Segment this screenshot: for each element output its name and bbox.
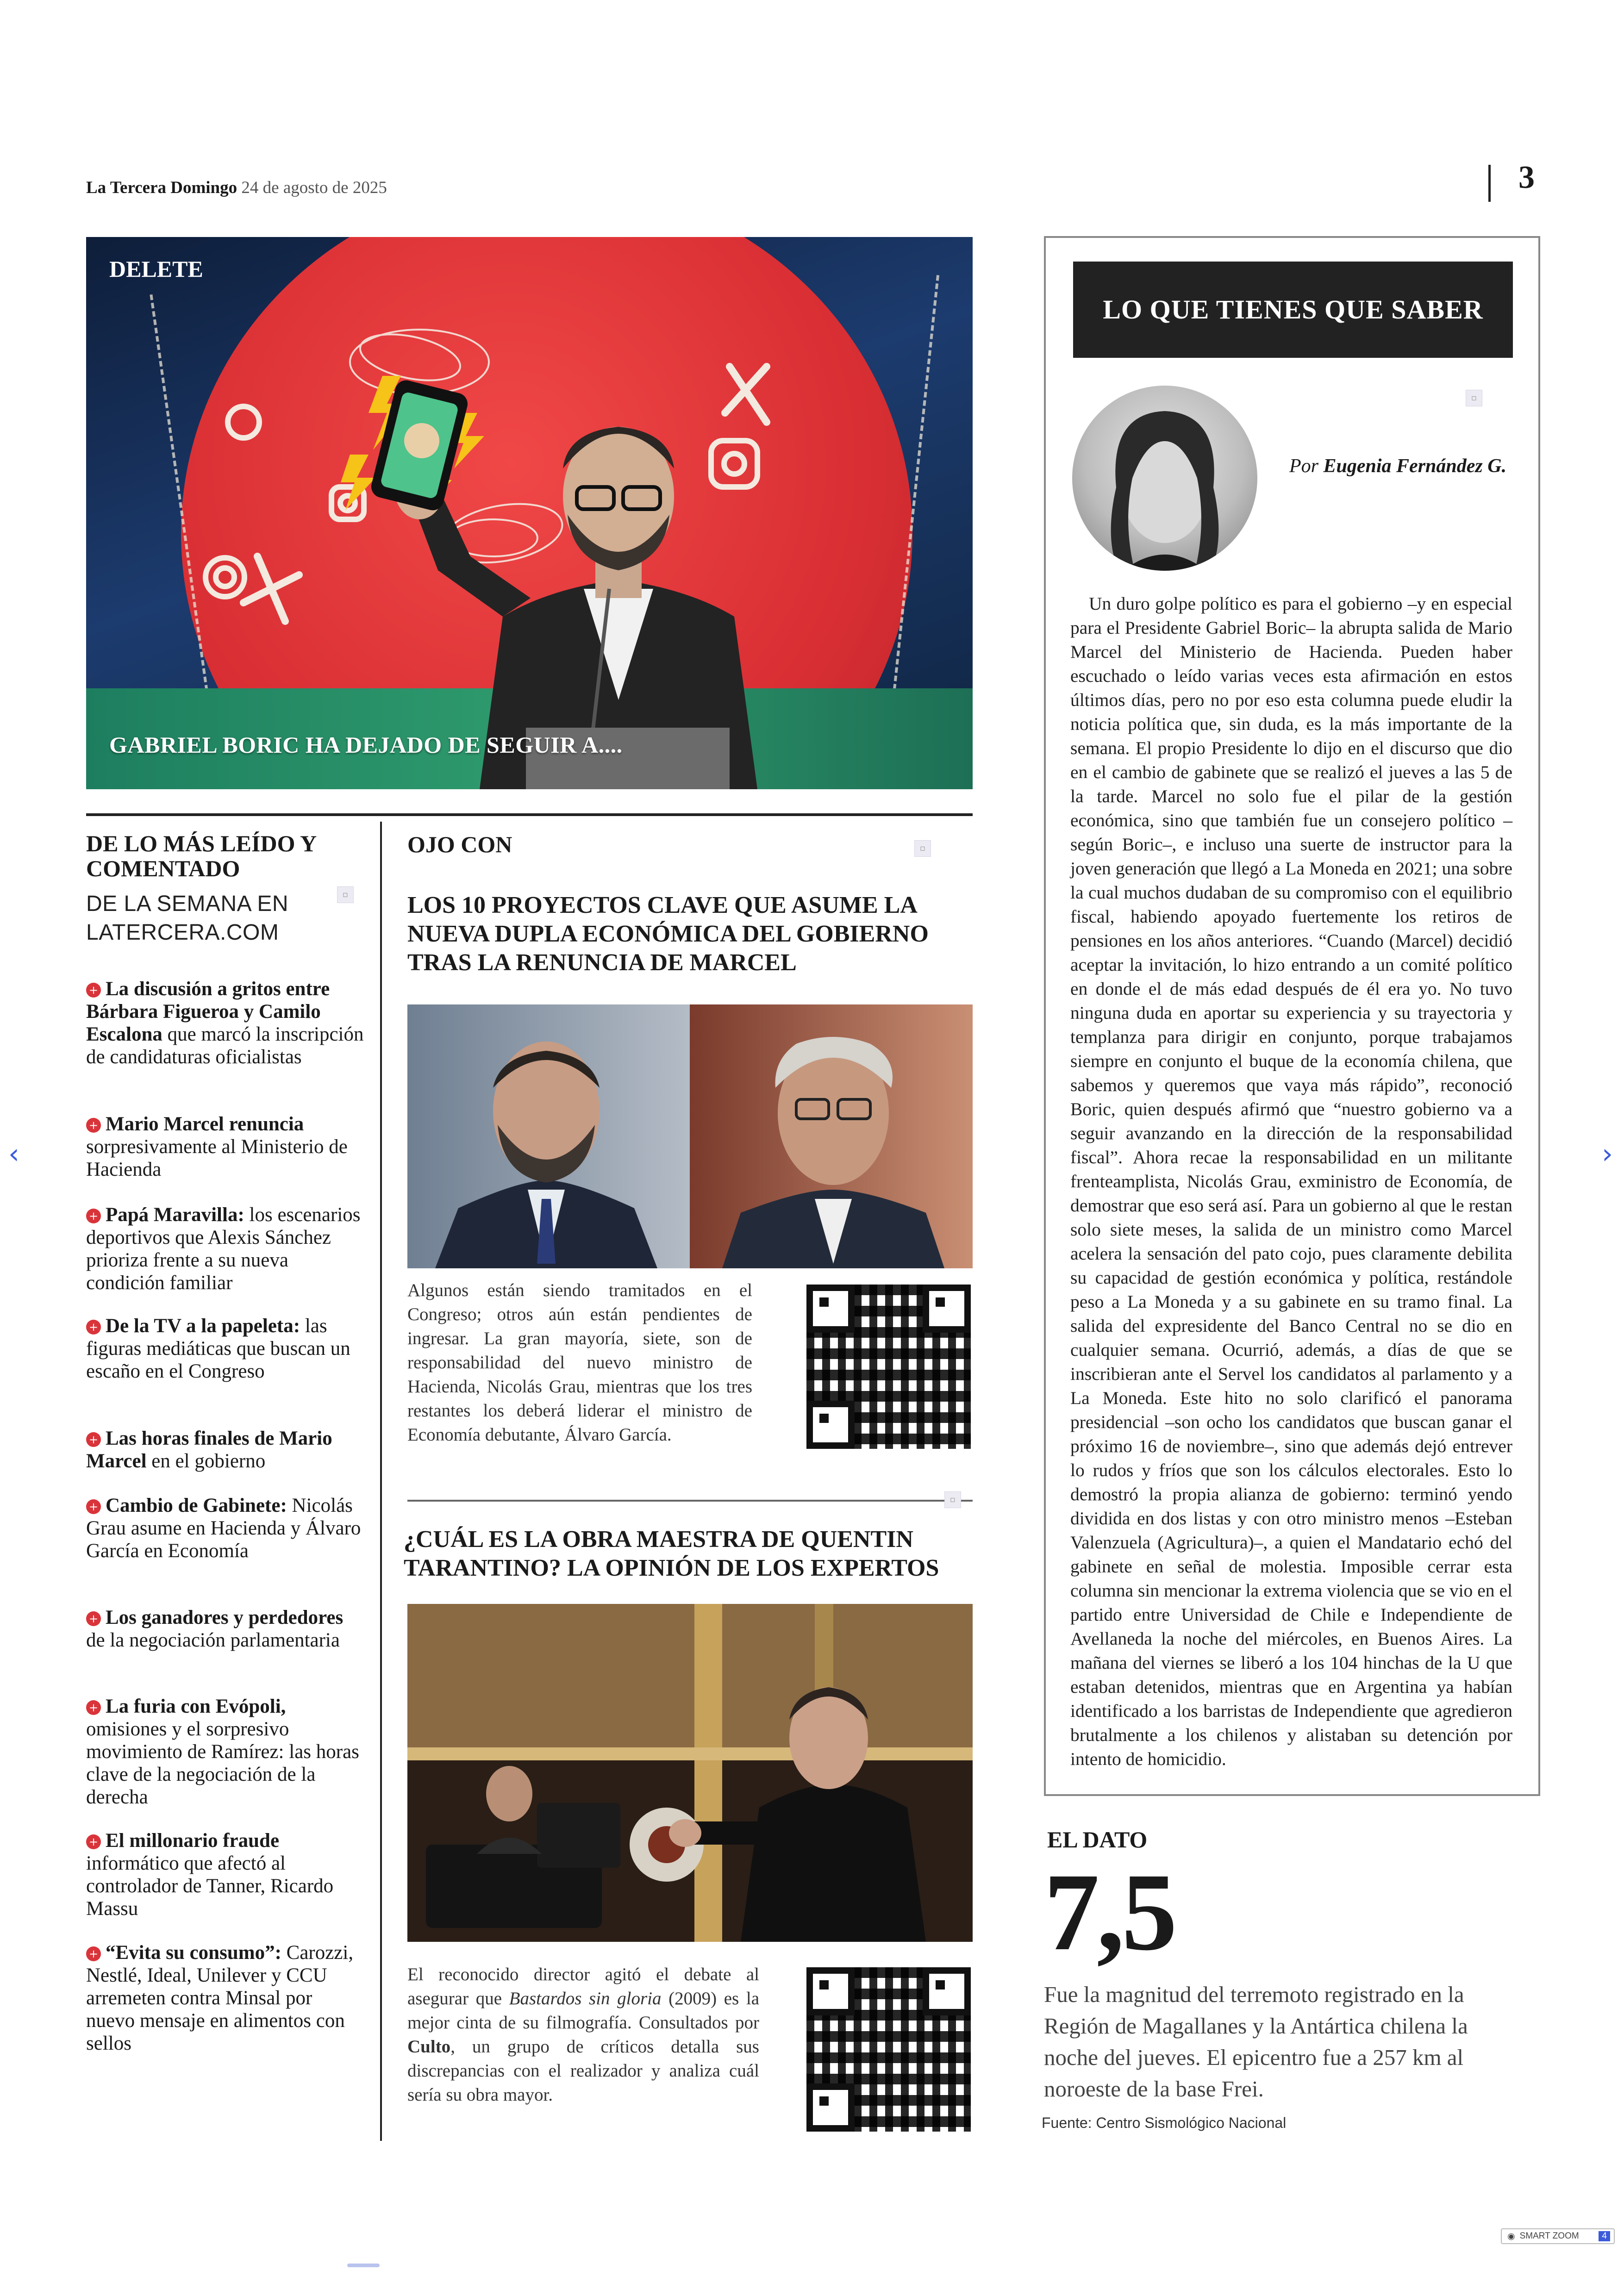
hero-artwork [86, 237, 973, 789]
most-read-subtitle-line: DE LA SEMANA EN [86, 892, 288, 916]
story-headline[interactable]: LOS 10 PROYECTOS CLAVE QUE ASUME LA NUEVA DUPLA ECONÓMICA DEL GOBIERNO TRAS LA RENUNCIA DE MARCEL [407, 892, 929, 976]
item-text: sorpresivamente al Ministerio de Hacienda [86, 1136, 348, 1180]
most-read-item[interactable] [86, 1829, 364, 1920]
page-number: 3 [1518, 160, 1535, 195]
most-read-item[interactable] [86, 1494, 364, 1562]
item-text: informático que afectó al controlador de Tanner, Ricardo Massu [86, 1852, 334, 1920]
column-title: LO QUE TIENES QUE SABER [1073, 262, 1513, 358]
dato-number: 7,5 [1044, 1850, 1174, 1973]
page-marker-icon: ▫ [914, 840, 931, 857]
story-photo-tarantino[interactable] [407, 1604, 973, 1942]
smart-zoom-value: 4 [1599, 2231, 1610, 2241]
smart-zoom-button[interactable] [1501, 2228, 1615, 2244]
item-lead: Las horas finales de Mario Marcel [86, 1428, 332, 1472]
brand-name: Culto [407, 2037, 451, 2057]
newspaper-name: La Tercera Domingo [86, 178, 237, 197]
qr-code-icon[interactable] [806, 1285, 971, 1449]
smart-zoom-label: SMART ZOOM [1519, 2231, 1579, 2241]
item-text: Nicolás Grau asume en Hacienda y Álvaro García en Economía [86, 1495, 361, 1562]
plus-bullet-icon: + [86, 1320, 101, 1335]
item-lead: La furia con Evópoli, [106, 1696, 286, 1717]
column-divider [380, 822, 382, 2141]
most-read-title: DE LO MÁS LEÍDO Y COMENTADO [86, 830, 316, 881]
story-headline[interactable]: ¿CUÁL ES LA OBRA MAESTRA DE QUENTIN TARANTINO? LA OPINIÓN DE LOS EXPERTOS [404, 1526, 939, 1581]
page-marker-icon: ▫ [337, 886, 354, 903]
hero-illustration[interactable] [86, 237, 973, 789]
item-text: de la negociación parlamentaria [86, 1629, 340, 1651]
plus-bullet-icon: + [86, 1611, 101, 1626]
most-read-item[interactable] [86, 978, 364, 1068]
author-name: Eugenia Fernández G. [1323, 455, 1507, 477]
item-lead: El millonario fraude [106, 1830, 280, 1852]
item-text: en el gobierno [146, 1450, 266, 1472]
header-divider [1488, 165, 1491, 202]
plus-bullet-icon: + [86, 1209, 101, 1223]
story-caption [407, 1963, 759, 2107]
most-read-item[interactable] [86, 1606, 364, 1652]
story-caption: Algunos están siendo tramitados en el Congreso; otros aún están pendientes de ingresar. La gran mayoría, siete, son de responsabilidad del nuevo ministro de Hacienda, Nicolás Grau, mientras que los tres restantes los deberá liderar el ministro de Economía debutante, Álvaro García. [407, 1280, 752, 1445]
item-lead: La discusión a gritos entre Bárbara Figueroa y Camilo Escalona [86, 978, 330, 1045]
tarantino-photo [407, 1604, 973, 1942]
item-lead: Cambio de Gabinete: [106, 1495, 287, 1516]
qr-finder [806, 2083, 855, 2132]
item-text: que marcó la inscripción de candidaturas oficialistas [86, 1023, 364, 1068]
item-text: omisiones y el sorpresivo movimiento de Ramírez: las horas clave de la negociación de la derecha [86, 1718, 359, 1808]
most-read-item[interactable] [86, 1427, 364, 1472]
caption-text: El reconocido director agitó el debate al asegurar que [407, 1964, 759, 2008]
story-photo-ministers[interactable] [407, 1004, 973, 1268]
dato-kicker: EL DATO [1047, 1827, 1148, 1852]
author-avatar [1072, 386, 1257, 571]
hero-kicker: DELETE [109, 256, 203, 282]
column-body [1070, 592, 1512, 1771]
item-lead: Los ganadores y perdedores [106, 1607, 344, 1628]
page-marker-icon: ▫ [944, 1491, 961, 1508]
plus-bullet-icon: + [86, 1700, 101, 1715]
caption-text: , un grupo de críticos detalla sus discrepancias con el realizador y analiza cuál sería su obra mayor. [407, 2037, 759, 2105]
page-marker-icon: ▫ [1466, 390, 1482, 406]
qr-finder [806, 1285, 855, 1333]
plus-bullet-icon: + [86, 1834, 101, 1849]
qr-finder [923, 1967, 971, 2015]
item-lead: “Evita su consumo”: [106, 1942, 281, 1964]
plus-bullet-icon: + [86, 1432, 101, 1447]
item-lead: Mario Marcel renuncia [106, 1113, 304, 1135]
scroll-indicator[interactable] [347, 2264, 380, 2267]
section-divider [407, 1500, 973, 1502]
chevron-right-icon[interactable]: › [1602, 1138, 1613, 1170]
chevron-left-icon[interactable]: ‹ [8, 1138, 19, 1170]
plus-bullet-icon: + [86, 1946, 101, 1961]
issue-date: 24 de agosto de 2025 [241, 178, 387, 197]
most-read-item[interactable] [86, 1204, 364, 1294]
byline-prefix: Por [1289, 455, 1318, 477]
qr-finder [806, 1967, 855, 2015]
ojo-con-kicker: OJO CON [407, 831, 512, 857]
most-read-subtitle-line: LATERCERA.COM [86, 920, 279, 945]
hero-caption[interactable]: GABRIEL BORIC HA DEJADO DE SEGUIR A.... [109, 732, 623, 758]
most-read-item[interactable] [86, 1315, 364, 1383]
byline [1289, 454, 1506, 479]
dato-source: Fuente: Centro Sismológico Nacional [1042, 2114, 1287, 2131]
most-read-item[interactable] [86, 1695, 364, 1809]
plus-bullet-icon: + [86, 983, 101, 998]
item-text: las figuras mediáticas que buscan un escaño en el Congreso [86, 1315, 350, 1382]
item-lead: Papá Maravilla: [106, 1204, 244, 1226]
page-header [86, 178, 387, 198]
dato-text: Fue la magnitud del terremoto registrado en la Región de Magallanes y la Antártica chilena la noche del jueves. El epicentro fue a 257 km al noroeste de la base Frei. [1044, 1982, 1468, 2102]
plus-bullet-icon: + [86, 1499, 101, 1514]
most-read-subtitle [86, 890, 288, 947]
most-read-item[interactable] [86, 1113, 364, 1181]
item-text: Carozzi, Nestlé, Ideal, Unilever y CCU arremeten contra Minsal por nuevo mensaje en alimentos con sellos [86, 1942, 354, 2054]
author-portrait [1072, 386, 1257, 571]
item-text: los escenarios deportivos que Alexis Sánchez prioriza frente a su nueva condición familiar [86, 1204, 361, 1294]
qr-finder [806, 1401, 855, 1449]
item-lead: De la TV a la papeleta: [106, 1315, 300, 1337]
ministers-photo [407, 1004, 973, 1268]
section-divider [86, 813, 973, 816]
plus-bullet-icon: + [86, 1118, 101, 1133]
eye-icon: ◉ [1507, 2231, 1515, 2241]
most-read-item[interactable] [86, 1941, 364, 2055]
qr-code-icon[interactable] [806, 1967, 971, 2132]
caption-text: (2009) es la mejor cinta de su filmografía. Consultados por [407, 1989, 759, 2033]
film-title: Bastardos sin gloria [509, 1989, 662, 2008]
column-paragraph: Un duro golpe político es para el gobierno –y en especial para el Presidente Gabriel Boric– la abrupta salida de Mario Marcel del Ministerio de Hacienda. Pueden haber escuchado o leído varias veces esta afirmación en estos últimos días, pero no por eso esta columna puede eludir la noticia política que, sin duda, es la más importante de la semana. El propio Presidente lo dijo en el discurso que dio en el cambio de gabinete que se realizó el jueves a las 5 de la tarde. Marcel no solo fue el pilar de la gestión económica, sino que también fue un consejero político –según Boric–, e incluso una suerte de instructor para la joven generación que llegó a La Moneda en 2021; una sobre la cual muchos dudaban de su compromiso con el equilibrio fiscal, habiendo apoyado fuertemente los retiros de pensiones en los años anteriores. “Cuando (Marcel) decidió aceptar la invitación, lo hizo entrando a un comité político en donde el de más edad después de él era yo. No tuvo ninguna duda en aportar su experiencia y su trayectoria y templanza para dirigir en conjunto, porque trabajamos siempre en conjunto el buque de la economía chilena, que sabemos y queremos que vaya más rápido”, reconoció Boric, quien después afirmó que “nuestro gobierno va a seguir avanzando en la dirección de la responsabilidad fiscal”. Ahora recae la responsabilidad en un militante frenteamplista, Nicolás Grau, exministro de Economía, de demostrar que eso será así. Para un gobierno al que le restan solo siete meses, la salida de un ministro como Marcel acelera la sensación del pato cojo, pues claramente debilita su capacidad de gestión económica y política, restándole peso a La Moneda y a su gabinete en su tramo final. La salida del expresidente del Banco Central no se dio en cualquier semana. Ocurrió, además, a días de que se inscribieran ante el Servel los candidatos al parlamento y a La Moneda. Este hito no solo clarificó el panorama presidencial –son ocho los candidatos que buscan ganar el próximo 16 de noviembre–, sino que además dejó entrever lo rudos y fríos que son los cálculos electorales. Esto lo demostró la propia alianza de gobierno: terminó yendo dividida en dos listas y con otro ministro menos –Esteban Valenzuela (Agricultura)–, a quien el Mandatario echó del gabinete en señal de molestia. Imposible cerrar esta columna sin mencionar la extrema violencia que se vio en el partido entre Universidad de Chile e Independiente de Avellaneda la noche del miércoles, en Buenos Aires. La mañana del viernes se liberó a los 104 hinchas de la U que estaban detenidos, mientras que en Argentina ya habían identificado a los barristas de Independiente que agredieron brutalmente a los chilenos y alistaban su detención por intento de homicidio. [1070, 593, 1512, 1769]
qr-finder [923, 1285, 971, 1333]
